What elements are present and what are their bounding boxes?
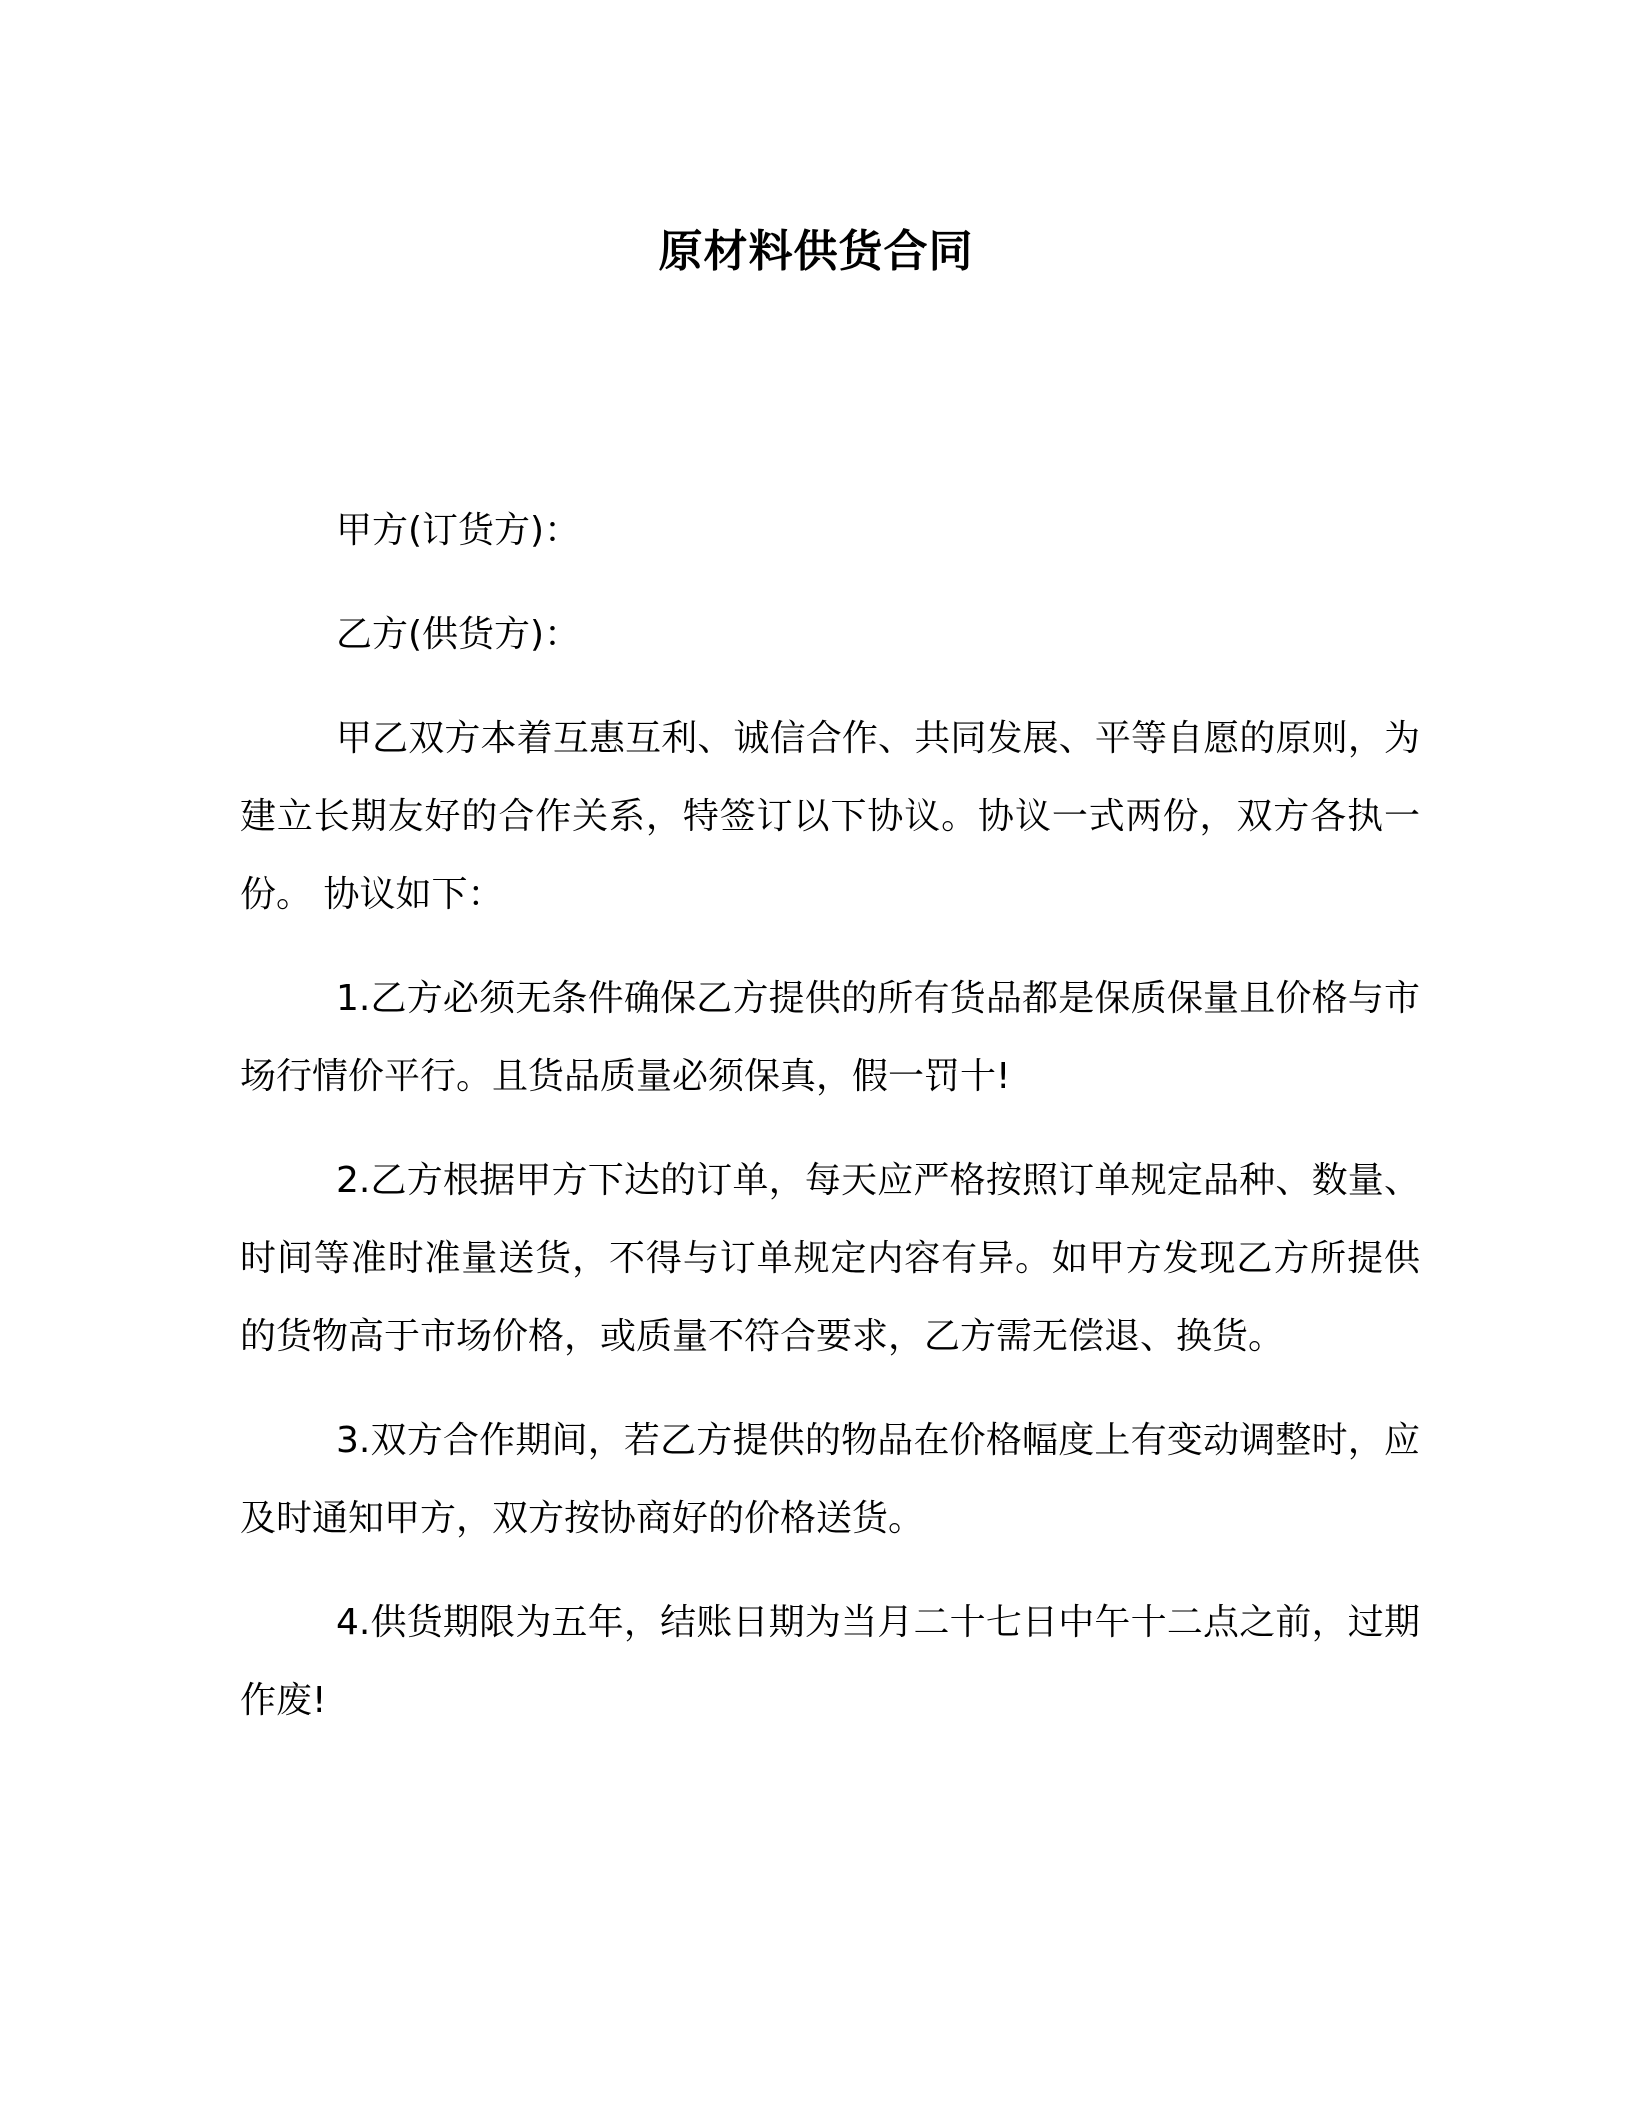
clause-4: 4.供货期限为五年，结账日期为当月二十七日中午十二点之前，过期作废! — [240, 1602, 1420, 1721]
document-title: 原材料供货合同 — [658, 226, 974, 277]
document-body — [240, 492, 1420, 1740]
clause-2: 2.乙方根据甲方下达的订单，每天应严格按照订单规定品种、数量、时间等准时准量送货，不得与订单规定内容有异。如甲方发现乙方所提供的货物高于市场价格，或质量不符合要求，乙方需无偿退、换货。 — [240, 1160, 1420, 1357]
intro-paragraph: 甲乙双方本着互惠互利、诚信合作、共同发展、平等自愿的原则，为建立长期友好的合作关系，特签订以下协议。协议一式两份，双方各执一份。 协议如下： — [240, 718, 1420, 915]
clause-3: 3.双方合作期间，若乙方提供的物品在价格幅度上有变动调整时，应及时通知甲方，双方按协商好的价格送货。 — [240, 1420, 1420, 1539]
party-b-line: 乙方(供货方)： — [336, 614, 581, 655]
clause-1: 1.乙方必须无条件确保乙方提供的所有货品都是保质保量且价格与市场行情价平行。且货品质量必须保真，假一罚十! — [240, 978, 1420, 1097]
party-a-line: 甲方(订货方)： — [336, 510, 581, 551]
